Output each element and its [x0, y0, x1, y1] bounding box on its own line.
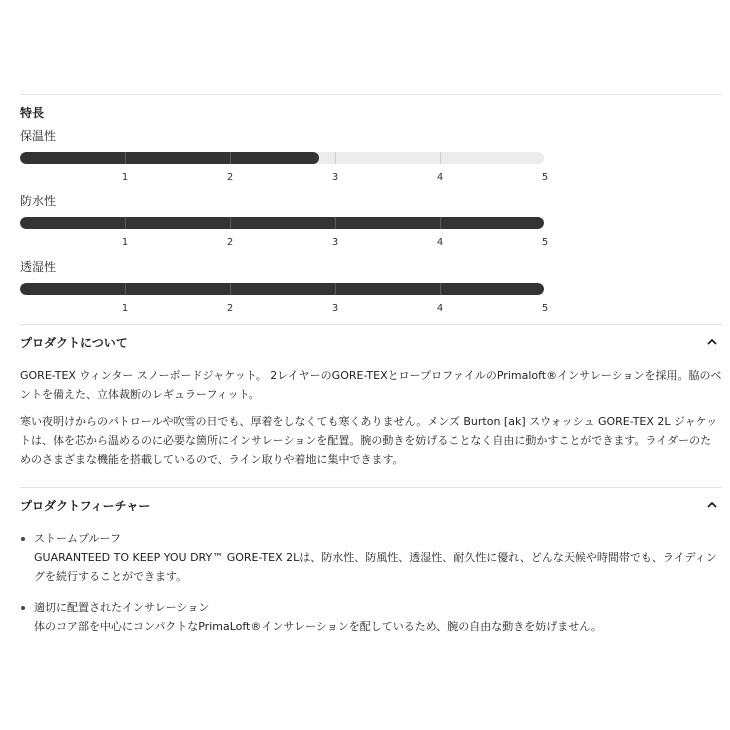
- list-item: [20, 529, 722, 586]
- rating-tick: [125, 283, 126, 295]
- feature-text: 体のコア部を中心にコンパクトなPrimaLoft®インサレーションを配しているため、腕の自由な動きを妨げません。: [34, 620, 602, 633]
- rating-scale-label: 3: [331, 303, 339, 314]
- rating-scale-label: 5: [541, 237, 549, 248]
- rating-fill: [20, 283, 544, 295]
- rating-label: 防水性: [20, 194, 57, 208]
- rating-tick: [440, 152, 441, 164]
- rating-track: [20, 217, 544, 229]
- rating-tick: [230, 152, 231, 164]
- about-section-header[interactable]: [20, 334, 722, 352]
- section-divider: [20, 487, 722, 488]
- product-features-section-header[interactable]: [20, 497, 722, 515]
- rating-scale-label: 1: [121, 303, 129, 314]
- rating-track: [20, 152, 544, 164]
- rating-breathability: [20, 259, 549, 314]
- rating-tick: [335, 283, 336, 295]
- rating-scale-label: 4: [436, 172, 444, 183]
- rating-warmth: [20, 128, 549, 183]
- product-features-section-title: プロダクトフィーチャー: [20, 499, 151, 513]
- rating-scale-label: 1: [121, 172, 129, 183]
- rating-scale-label: 2: [226, 172, 234, 183]
- rating-fill: [20, 217, 544, 229]
- list-item: [20, 598, 722, 636]
- rating-tick: [230, 217, 231, 229]
- rating-label: 透湿性: [20, 260, 57, 274]
- rating-scale-label: 4: [436, 303, 444, 314]
- about-paragraph: GORE-TEX ウィンター スノーボードジャケット。 2レイヤーのGORE-TEXとロープロファイルのPrimaloft®インサレーションを採用。脇のベントを備えた、立体裁断のレギュラーフィット。: [20, 369, 722, 401]
- rating-scale: [20, 237, 548, 251]
- rating-fill: [20, 152, 319, 164]
- chevron-up-icon[interactable]: [706, 336, 718, 348]
- rating-tick: [335, 152, 336, 164]
- section-divider: [20, 324, 722, 325]
- bullet-icon: [21, 537, 25, 541]
- rating-scale-label: 2: [226, 237, 234, 248]
- rating-waterproof: [20, 193, 549, 248]
- rating-tick: [125, 217, 126, 229]
- rating-scale-label: 2: [226, 303, 234, 314]
- product-features-list: [20, 529, 722, 648]
- rating-scale: [20, 172, 548, 186]
- features-title: 特長: [20, 106, 45, 120]
- feature-text: GUARANTEED TO KEEP YOU DRY™ GORE-TEX 2Lは、防水性、防風性、透湿性、耐久性に優れ、どんな天候や時間帯でも、ライディングを続行することができます。: [34, 551, 717, 583]
- rating-scale-label: 3: [331, 172, 339, 183]
- rating-scale-label: 3: [331, 237, 339, 248]
- feature-title: 適切に配置されたインサレーション: [34, 601, 210, 614]
- rating-tick: [230, 283, 231, 295]
- rating-tick: [440, 283, 441, 295]
- bullet-icon: [21, 606, 25, 610]
- top-divider: [20, 94, 722, 95]
- about-section-title: プロダクトについて: [20, 336, 128, 350]
- rating-scale-label: 1: [121, 237, 129, 248]
- about-paragraph: 寒い夜明けからのパトロールや吹雪の日でも、厚着をしなくても寒くありません。メンズ Burton [ak] スウォッシュ GORE-TEX 2L ジャケットは、体を芯から温めるのに必要な箇所にインサレーションを配置。腕の動きを妨げることなく自由に動かすことができます。ライダーのためのさまざまな機能を搭載しているので、ライン取りや着地に集中できます。: [20, 415, 718, 466]
- chevron-up-icon[interactable]: [706, 499, 718, 511]
- rating-scale-label: 5: [541, 303, 549, 314]
- rating-scale-label: 4: [436, 237, 444, 248]
- rating-tick: [125, 152, 126, 164]
- feature-title: ストームプルーフ: [34, 532, 122, 545]
- rating-label: 保温性: [20, 129, 57, 143]
- rating-tick: [335, 217, 336, 229]
- rating-track: [20, 283, 544, 295]
- rating-tick: [440, 217, 441, 229]
- rating-scale-label: 5: [541, 172, 549, 183]
- rating-scale: [20, 303, 548, 317]
